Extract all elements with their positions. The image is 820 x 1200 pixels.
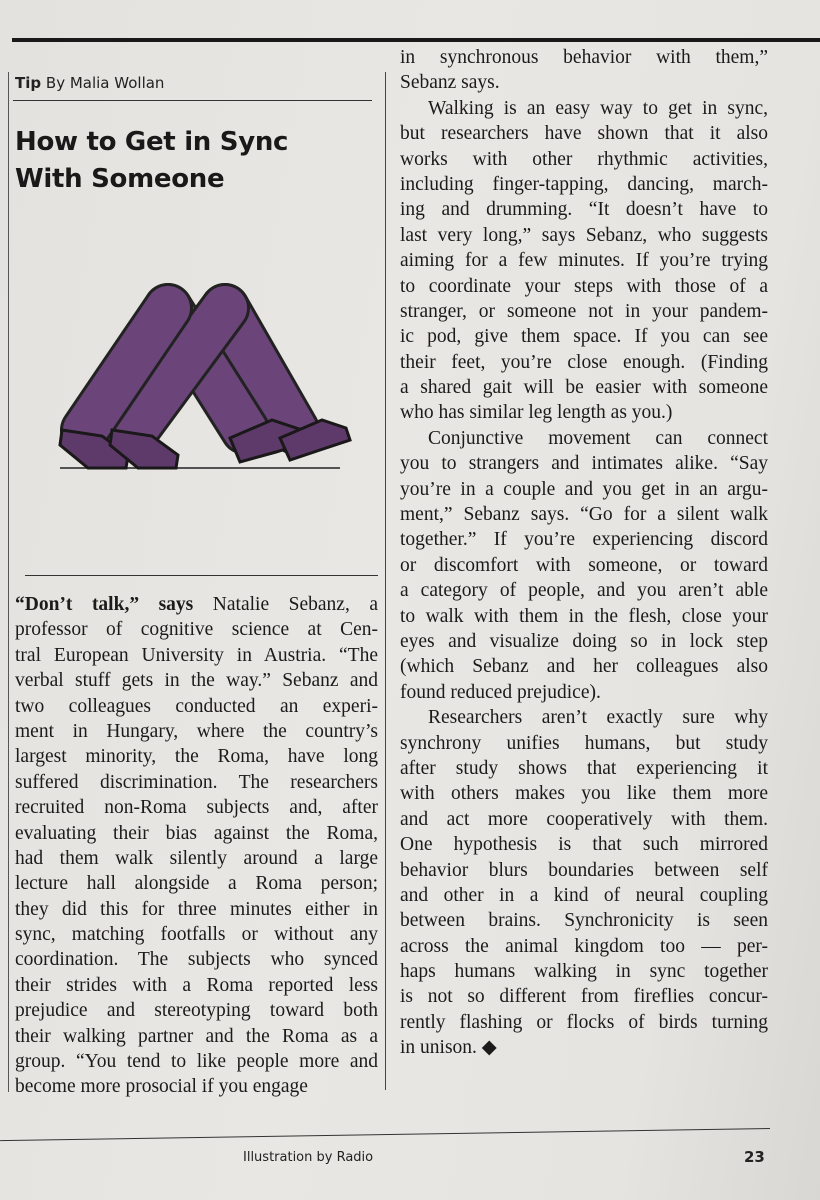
text-line: they did this for three minutes either in	[15, 898, 378, 920]
article-column-left	[15, 592, 378, 1100]
text-line: you to strangers and intimates alike. “Say	[400, 453, 768, 475]
top-rule	[12, 38, 820, 42]
text-line: Researchers aren’t exactly sure why	[428, 707, 768, 729]
text-line: in unison. ◆	[400, 1037, 497, 1059]
text-line: across the animal kingdom too — per-	[400, 935, 768, 957]
lead-rest: Natalie Sebanz, a	[193, 594, 378, 615]
text-line: together.” If you’re experiencing discord	[400, 529, 768, 551]
text-line: verbal stuff gets in the way.” Sebanz and	[15, 670, 378, 692]
text-line: prejudice and stereotyping toward both	[15, 1000, 378, 1022]
text-line: their feet, you’re close enough. (Finding	[400, 351, 768, 373]
article-column-right	[400, 45, 768, 1061]
text-line: largest minority, the Roma, have long	[15, 746, 378, 768]
byline: By Malia Wollan	[45, 74, 165, 92]
lead-in: “Don’t talk,” says	[15, 594, 194, 615]
text-line: their walking partner and the Roma as a	[15, 1025, 378, 1047]
text-line: stranger, or someone not in your pandem-	[400, 300, 768, 322]
text-line: to walk with them in the flesh, close your	[400, 605, 768, 627]
text-line: works with other rhythmic activities,	[400, 148, 768, 170]
text-line: Walking is an easy way to get in sync,	[428, 97, 768, 119]
text-line: including finger-tapping, dancing, march-	[400, 173, 768, 195]
text-line: but researchers have shown that it also	[400, 123, 768, 145]
page-number: 23	[744, 1148, 765, 1166]
text-line: in synchronous behavior with them,”	[400, 47, 768, 68]
text-line: Sebanz says.	[400, 72, 500, 94]
text-line: ment,” Sebanz says. “Go for a silent walk	[400, 504, 768, 526]
bottom-rule	[0, 1128, 770, 1141]
text-line: ment in Hungary, where the country’s	[15, 720, 378, 742]
text-line: a shared gait will be easier with someone	[400, 377, 768, 399]
text-line: between brains. Synchronicity is seen	[400, 910, 768, 932]
text-line: recruited non-Roma subjects and, after	[15, 797, 378, 819]
text-line: suffered discrimination. The researchers	[15, 771, 378, 793]
text-line: with others makes you like them more	[400, 783, 768, 805]
text-line: their strides with a Roma reported less	[15, 974, 378, 996]
text-line: rently flashing or flocks of birds turning	[400, 1011, 768, 1033]
section-rule	[25, 575, 378, 576]
illustration-credit: Illustration by Radio	[243, 1150, 374, 1165]
text-line: you’re in a couple and you get in an argu-	[400, 478, 768, 500]
text-line: group. “You tend to like people more and	[15, 1051, 378, 1073]
text-line: Conjunctive movement can connect	[428, 427, 768, 449]
text-line: professor of cognitive science at Cen-	[15, 619, 378, 641]
text-line: haps humans walking in sync together	[400, 961, 768, 983]
text-line: behavior blurs boundaries between self	[400, 859, 768, 881]
walking-legs-illustration	[40, 270, 370, 480]
text-line: aiming for a few minutes. If you’re trying	[400, 250, 768, 272]
text-line: who has similar leg length as you.)	[400, 402, 673, 424]
text-line: ing and drumming. “It doesn’t have to	[400, 199, 768, 221]
text-line: after study shows that experiencing it	[400, 757, 768, 779]
text-line: and act more cooperatively with them.	[400, 808, 768, 830]
text-line: sync, matching footfalls or without any	[15, 924, 378, 946]
headline	[15, 124, 288, 198]
text-line: found reduced prejudice).	[400, 681, 601, 703]
text-line: or discomfort with someone, or toward	[400, 554, 768, 576]
kicker	[15, 74, 164, 92]
headline-line-1: How to Get in Sync	[15, 127, 289, 157]
kicker-rule	[13, 100, 372, 101]
text-line: become more prosocial if you engage	[15, 1076, 308, 1098]
section-label: Tip	[15, 74, 42, 92]
headline-line-2: With Someone	[15, 164, 225, 194]
text-line: a category of people, and you aren’t able	[400, 580, 768, 602]
text-line: and other in a kind of neural coupling	[400, 884, 768, 906]
text-line: coordination. The subjects who synced	[15, 949, 378, 971]
text-line: synchrony unifies humans, but study	[400, 732, 768, 754]
text-line: tral European University in Austria. “The	[15, 644, 378, 666]
text-line: eyes and visualize doing so in lock step	[400, 630, 768, 652]
text-line: (which Sebanz and her colleagues also	[400, 656, 768, 678]
text-line: had them walk silently around a large	[15, 847, 378, 869]
text-line: ic pod, give them space. If you can see	[400, 326, 768, 348]
text-line: to coordinate your steps with those of a	[400, 275, 768, 297]
text-line: lecture hall alongside a Roma person;	[15, 873, 378, 895]
column-divider	[385, 72, 386, 1090]
page-edge-line	[8, 72, 9, 1092]
text-line: last very long,” says Sebanz, who suggests	[400, 224, 768, 246]
text-line: evaluating their bias against the Roma,	[15, 822, 378, 844]
text-line: One hypothesis is that such mirrored	[400, 834, 768, 856]
text-line: two colleagues conducted an experi-	[15, 695, 378, 717]
text-line: is not so different from fireflies concur-	[400, 986, 768, 1008]
text-line	[15, 592, 378, 617]
